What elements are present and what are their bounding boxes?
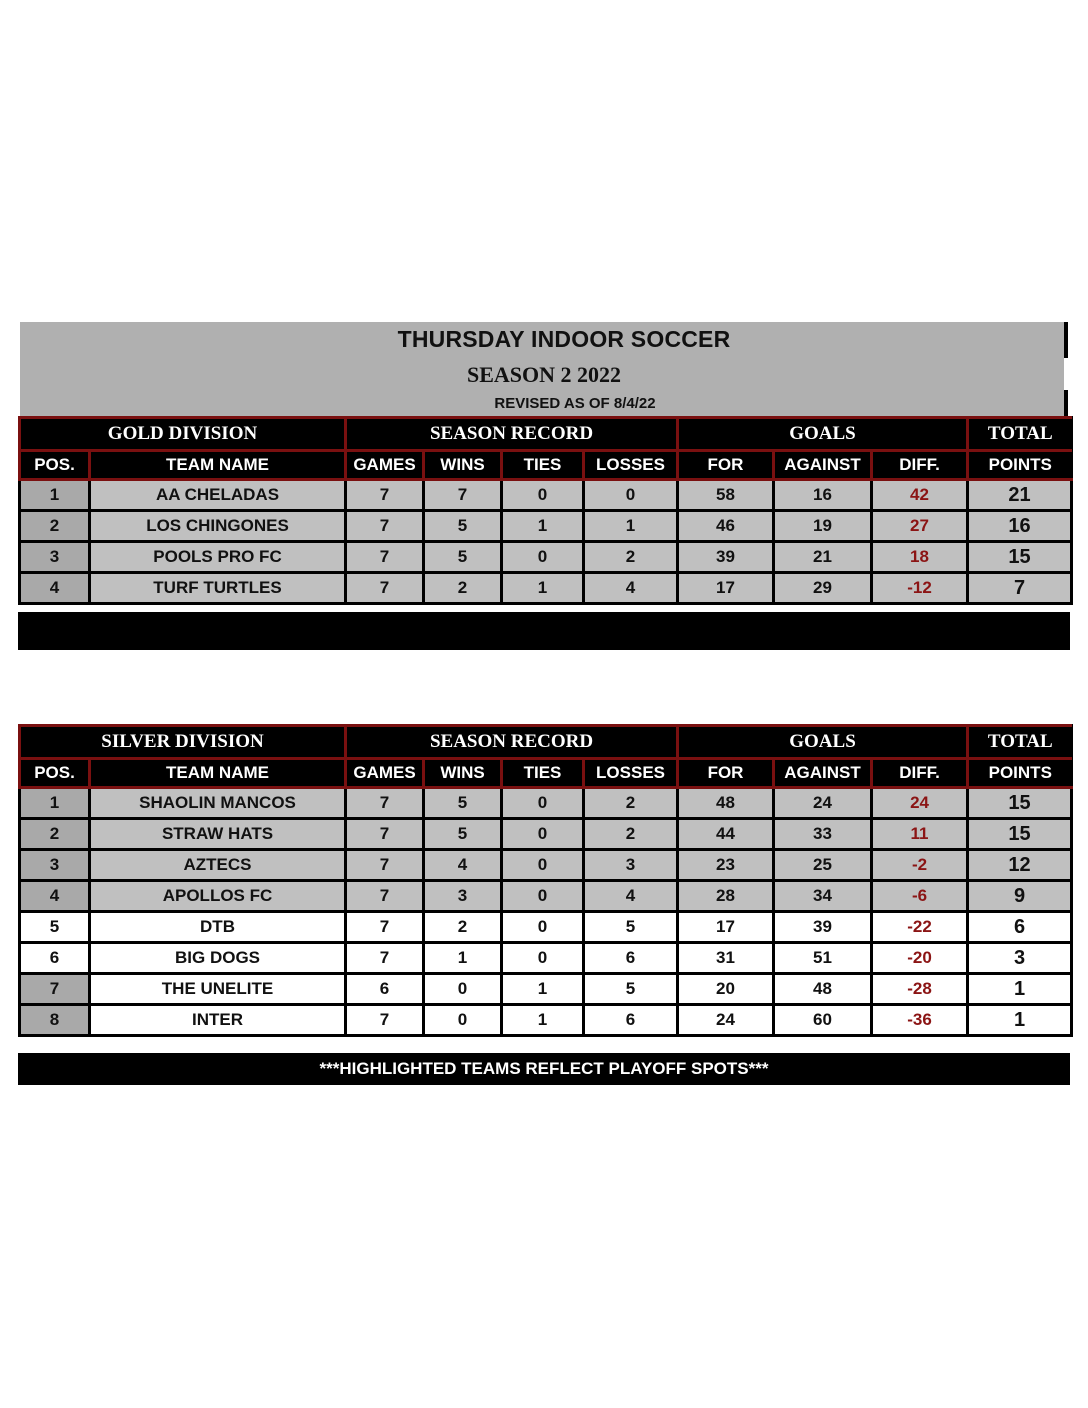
games-cell: 7 [346, 480, 424, 511]
losses-cell: 2 [584, 819, 678, 850]
column-header-row [20, 451, 1072, 480]
wins-cell: 1 [424, 943, 502, 974]
team-name-header: TEAM NAME [90, 451, 346, 480]
goals-for-cell: 44 [678, 819, 774, 850]
games-cell: 7 [346, 573, 424, 604]
goals-against-cell: 16 [774, 480, 872, 511]
points-cell: 1 [968, 974, 1072, 1005]
goals-for-cell: 46 [678, 511, 774, 542]
losses-cell: 4 [584, 881, 678, 912]
silver-division-table [18, 724, 1073, 1037]
position-cell: 2 [20, 819, 90, 850]
wins-cell: 5 [424, 788, 502, 819]
points-header: POINTS [968, 451, 1072, 480]
ties-cell: 0 [502, 850, 584, 881]
wins-cell: 4 [424, 850, 502, 881]
ties-cell: 1 [502, 573, 584, 604]
ties-cell: 0 [502, 912, 584, 943]
season-record-header: SEASON RECORD [346, 726, 678, 759]
goal-diff-cell: 11 [872, 819, 968, 850]
gold-division-table [18, 416, 1073, 605]
goals-against-cell: 34 [774, 881, 872, 912]
points-cell: 6 [968, 912, 1072, 943]
position-cell: 2 [20, 511, 90, 542]
table-row [20, 974, 1072, 1005]
position-cell: 1 [20, 788, 90, 819]
ties-cell: 1 [502, 511, 584, 542]
goals-for-cell: 17 [678, 912, 774, 943]
goal-diff-cell: -28 [872, 974, 968, 1005]
team-name-header: TEAM NAME [90, 759, 346, 788]
season-title: SEASON 2 2022 [466, 362, 622, 387]
goals-against-cell: 33 [774, 819, 872, 850]
position-cell: 6 [20, 943, 90, 974]
table-row [20, 881, 1072, 912]
goals-for-cell: 24 [678, 1005, 774, 1036]
games-cell: 7 [346, 819, 424, 850]
position-cell: 3 [20, 850, 90, 881]
ties-header: TIES [502, 759, 584, 788]
season-record-header: SEASON RECORD [346, 418, 678, 451]
games-cell: 7 [346, 912, 424, 943]
team-name-cell: INTER [90, 1005, 346, 1036]
goal-diff-cell: -20 [872, 943, 968, 974]
goals-for-cell: 20 [678, 974, 774, 1005]
team-name-cell: SHAOLIN MANCOS [90, 788, 346, 819]
games-cell: 7 [346, 850, 424, 881]
goal-diff-cell: 27 [872, 511, 968, 542]
goal-diff-cell: 24 [872, 788, 968, 819]
points-header: POINTS [968, 759, 1072, 788]
goals-against-cell: 39 [774, 912, 872, 943]
ties-cell: 0 [502, 788, 584, 819]
losses-cell: 0 [584, 480, 678, 511]
against-header: AGAINST [774, 759, 872, 788]
losses-cell: 3 [584, 850, 678, 881]
games-cell: 7 [346, 1005, 424, 1036]
table-row [20, 1005, 1072, 1036]
division-header-row [20, 726, 1072, 759]
team-name-cell: THE UNELITE [90, 974, 346, 1005]
goals-against-cell: 19 [774, 511, 872, 542]
losses-cell: 6 [584, 1005, 678, 1036]
ties-cell: 0 [502, 480, 584, 511]
losses-header: LOSSES [584, 451, 678, 480]
points-cell: 1 [968, 1005, 1072, 1036]
games-header: GAMES [346, 759, 424, 788]
table-row [20, 788, 1072, 819]
table-row [20, 943, 1072, 974]
position-cell: 4 [20, 881, 90, 912]
wins-cell: 5 [424, 511, 502, 542]
wins-cell: 0 [424, 1005, 502, 1036]
goal-diff-cell: -6 [872, 881, 968, 912]
total-header: TOTAL [968, 418, 1072, 451]
losses-cell: 6 [584, 943, 678, 974]
goals-against-cell: 24 [774, 788, 872, 819]
pos-header: POS. [20, 451, 90, 480]
gold-division-label: GOLD DIVISION [20, 418, 346, 451]
losses-cell: 1 [584, 511, 678, 542]
table-row [20, 850, 1072, 881]
gold-footer-bar [18, 612, 1070, 650]
against-header: AGAINST [774, 451, 872, 480]
table-row [20, 511, 1072, 542]
goal-diff-cell: -36 [872, 1005, 968, 1036]
ties-cell: 0 [502, 819, 584, 850]
games-cell: 7 [346, 943, 424, 974]
table-row [20, 912, 1072, 943]
position-cell: 4 [20, 573, 90, 604]
diff-header: DIFF. [872, 759, 968, 788]
position-cell: 8 [20, 1005, 90, 1036]
goals-against-cell: 29 [774, 573, 872, 604]
goal-diff-cell: 18 [872, 542, 968, 573]
points-cell: 15 [968, 819, 1072, 850]
games-header: GAMES [346, 451, 424, 480]
position-cell: 3 [20, 542, 90, 573]
ties-cell: 0 [502, 943, 584, 974]
wins-cell: 7 [424, 480, 502, 511]
position-cell: 5 [20, 912, 90, 943]
goal-diff-cell: -2 [872, 850, 968, 881]
table-row [20, 573, 1072, 604]
losses-cell: 5 [584, 912, 678, 943]
position-cell: 1 [20, 480, 90, 511]
page-title: THURSDAY INDOOR SOCCER [397, 326, 731, 352]
points-cell: 16 [968, 511, 1072, 542]
wins-cell: 5 [424, 819, 502, 850]
ties-cell: 1 [502, 1005, 584, 1036]
games-cell: 7 [346, 788, 424, 819]
games-cell: 6 [346, 974, 424, 1005]
diff-header: DIFF. [872, 451, 968, 480]
ties-cell: 1 [502, 974, 584, 1005]
goal-diff-cell: 42 [872, 480, 968, 511]
for-header: FOR [678, 451, 774, 480]
team-name-cell: AA CHELADAS [90, 480, 346, 511]
team-name-cell: POOLS PRO FC [90, 542, 346, 573]
playoff-note: ***HIGHLIGHTED TEAMS REFLECT PLAYOFF SPOTS*** [18, 1053, 1070, 1085]
column-header-row [20, 759, 1072, 788]
table-row [20, 480, 1072, 511]
goals-against-cell: 25 [774, 850, 872, 881]
position-cell: 7 [20, 974, 90, 1005]
wins-cell: 2 [424, 912, 502, 943]
wins-header: WINS [424, 451, 502, 480]
silver-division-label: SILVER DIVISION [20, 726, 346, 759]
points-cell: 15 [968, 542, 1072, 573]
points-cell: 15 [968, 788, 1072, 819]
goals-against-cell: 48 [774, 974, 872, 1005]
table-row [20, 819, 1072, 850]
goals-for-cell: 39 [678, 542, 774, 573]
team-name-cell: TURF TURTLES [90, 573, 346, 604]
goal-diff-cell: -22 [872, 912, 968, 943]
wins-header: WINS [424, 759, 502, 788]
points-cell: 9 [968, 881, 1072, 912]
team-name-cell: AZTECS [90, 850, 346, 881]
table-row [20, 542, 1072, 573]
wins-cell: 0 [424, 974, 502, 1005]
goals-for-cell: 23 [678, 850, 774, 881]
games-cell: 7 [346, 511, 424, 542]
ties-cell: 0 [502, 881, 584, 912]
losses-cell: 4 [584, 573, 678, 604]
losses-cell: 2 [584, 542, 678, 573]
ties-header: TIES [502, 451, 584, 480]
points-cell: 21 [968, 480, 1072, 511]
ties-cell: 0 [502, 542, 584, 573]
goal-diff-cell: -12 [872, 573, 968, 604]
for-header: FOR [678, 759, 774, 788]
total-header: TOTAL [968, 726, 1072, 759]
team-name-cell: BIG DOGS [90, 943, 346, 974]
wins-cell: 3 [424, 881, 502, 912]
goals-for-cell: 31 [678, 943, 774, 974]
games-cell: 7 [346, 542, 424, 573]
goals-against-cell: 60 [774, 1005, 872, 1036]
games-cell: 7 [346, 881, 424, 912]
points-cell: 7 [968, 573, 1072, 604]
points-cell: 12 [968, 850, 1072, 881]
wins-cell: 5 [424, 542, 502, 573]
goals-for-cell: 17 [678, 573, 774, 604]
goals-against-cell: 21 [774, 542, 872, 573]
division-header-row [20, 418, 1072, 451]
losses-header: LOSSES [584, 759, 678, 788]
points-cell: 3 [968, 943, 1072, 974]
revised-date: REVISED AS OF 8/4/22 [494, 395, 656, 412]
team-name-cell: LOS CHINGONES [90, 511, 346, 542]
goals-against-cell: 51 [774, 943, 872, 974]
team-name-cell: APOLLOS FC [90, 881, 346, 912]
losses-cell: 5 [584, 974, 678, 1005]
goals-for-cell: 28 [678, 881, 774, 912]
team-name-cell: STRAW HATS [90, 819, 346, 850]
goals-for-cell: 48 [678, 788, 774, 819]
goals-header: GOALS [678, 726, 968, 759]
goals-header: GOALS [678, 418, 968, 451]
losses-cell: 2 [584, 788, 678, 819]
team-name-cell: DTB [90, 912, 346, 943]
pos-header: POS. [20, 759, 90, 788]
wins-cell: 2 [424, 573, 502, 604]
goals-for-cell: 58 [678, 480, 774, 511]
